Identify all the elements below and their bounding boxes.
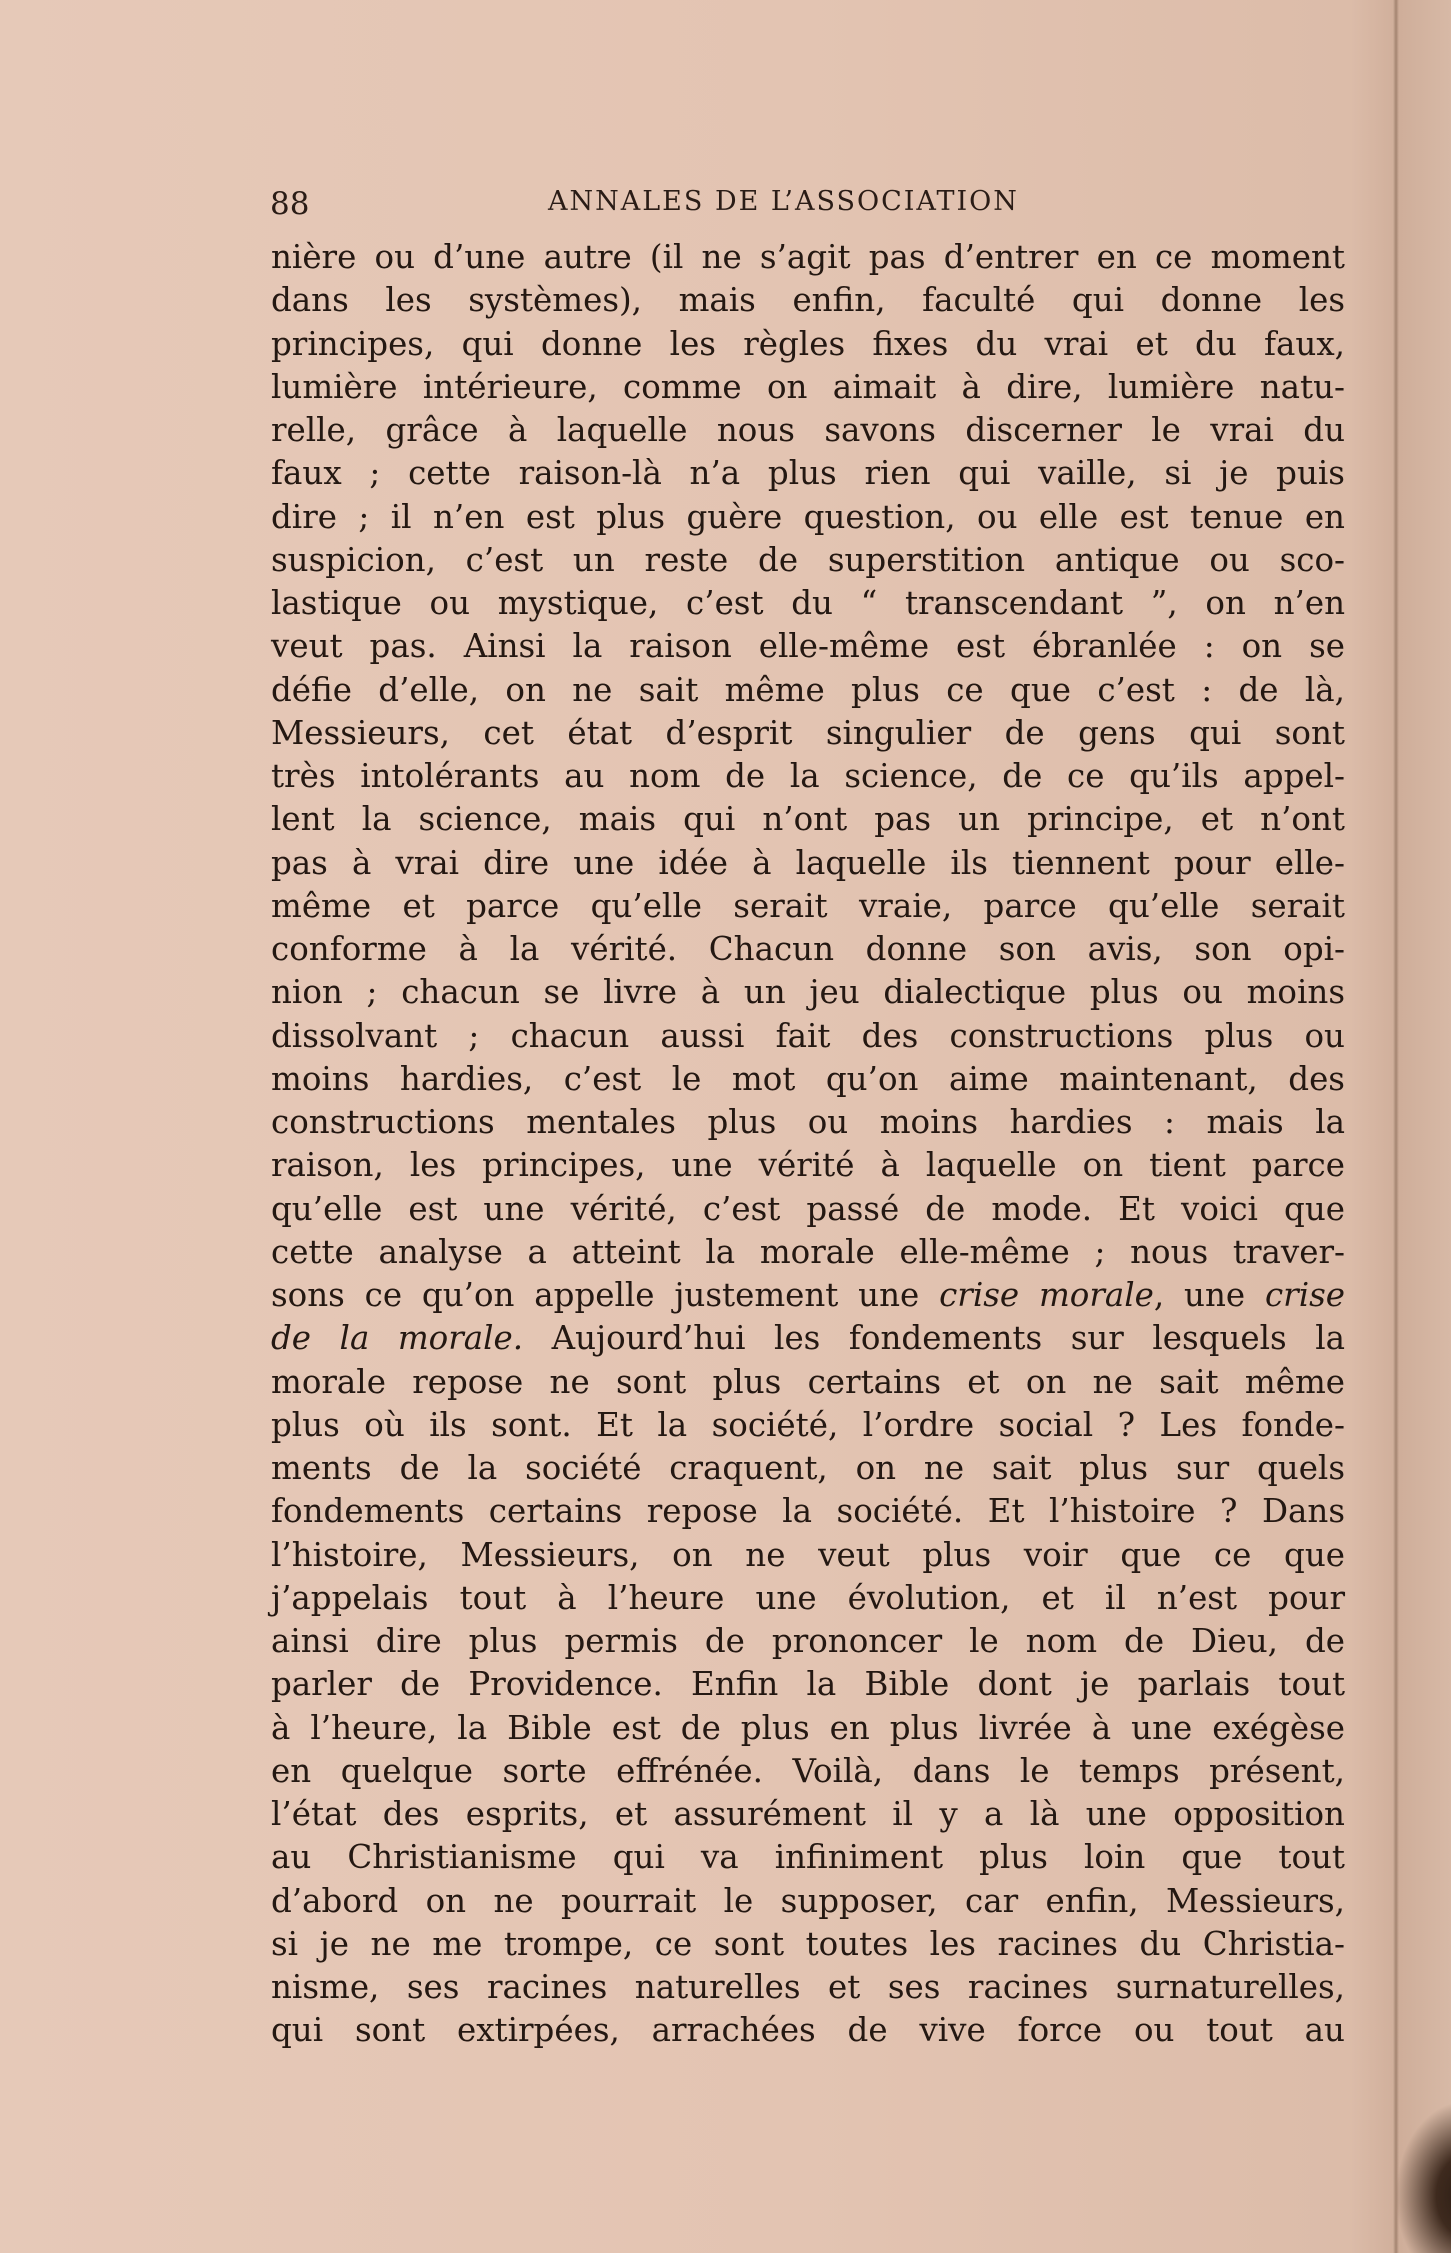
text-line: au Christianisme qui va infiniment plus loin que tout [271, 1838, 1345, 1877]
text-line: raison, les principes, une vérité à laquelle on tient parce [271, 1146, 1345, 1185]
running-title: ANNALES DE L’ASSOCIATION [548, 186, 1019, 217]
text-line: fondements certains repose la société. Et l’histoire ? Dans [271, 1492, 1345, 1531]
text-line: en quelque sorte effrénée. Voilà, dans le temps présent, [271, 1751, 1345, 1790]
text-line: conforme à la vérité. Chacun donne son avis, son opi- [271, 930, 1345, 968]
text-run: Aujourd’hui les fondements sur lesquels la [523, 1319, 1345, 1358]
text-line: parler de Providence. Enfin la Bible dont je parlais tout [271, 1665, 1345, 1704]
text-line: qu’elle est une vérité, c’est passé de mode. Et voici que [271, 1189, 1345, 1228]
text-line: constructions mentales plus ou moins hardies : mais la [271, 1103, 1345, 1141]
text-run: sons ce qu’on appelle justement une [271, 1276, 940, 1314]
text-line: ments de la société craquent, on ne sait plus sur quels [271, 1449, 1345, 1487]
text-line: suspicion, c’est un reste de superstition antique ou sco- [271, 540, 1345, 579]
text-line: ainsi dire plus permis de prononcer le nom de Dieu, de [271, 1622, 1345, 1660]
text-line: morale repose ne sont plus certains et on ne sait même [271, 1362, 1345, 1401]
text-line: lumière intérieure, comme on aimait à dire, lumière natu- [271, 367, 1345, 406]
page-number: 88 [270, 186, 310, 222]
italic-run: de la morale. [271, 1319, 524, 1358]
text-line: faux ; cette raison-là n’a plus rien qui vaille, si je puis [271, 454, 1345, 493]
italic-run: crise [1264, 1276, 1346, 1314]
text-line: l’état des esprits, et assurément il y a là une opposition [271, 1795, 1345, 1833]
binding-shadow [1395, 2100, 1451, 2253]
text-line-with-italics [271, 1274, 1345, 1317]
text-line: nière ou d’une autre (il ne s’agit pas d’entrer en ce moment [271, 238, 1345, 276]
text-line-with-italics [271, 1317, 1345, 1360]
text-line: moins hardies, c’est le mot qu’on aime maintenant, des [271, 1059, 1345, 1098]
text-line: plus où ils sont. Et la société, l’ordre social ? Les fonde- [271, 1405, 1345, 1444]
italic-run: crise morale [939, 1276, 1154, 1314]
text-line: dans les systèmes), mais enfin, faculté qui donne les [271, 281, 1345, 320]
text-line: Messieurs, cet état d’esprit singulier de gens qui sont [271, 713, 1345, 752]
text-line: l’histoire, Messieurs, on ne veut plus voir que ce que [271, 1535, 1345, 1574]
body-text [271, 236, 1345, 2053]
text-line: lent la science, mais qui n’ont pas un principe, et n’ont [271, 800, 1345, 839]
text-line: pas à vrai dire une idée à laquelle ils tiennent pour elle- [271, 843, 1345, 882]
text-line: veut pas. Ainsi la raison elle-même est ébranlée : on se [271, 627, 1345, 666]
text-run: , une [1153, 1276, 1265, 1314]
text-line: nisme, ses racines naturelles et ses racines surnaturelles, [271, 1968, 1345, 2006]
text-line: principes, qui donne les règles fixes du vrai et du faux, [271, 324, 1345, 363]
text-line: si je ne me trompe, ce sont toutes les racines du Christia- [271, 1924, 1345, 1963]
text-line: lastique ou mystique, c’est du “ transcendant ”, on n’en [271, 584, 1345, 622]
text-line: à l’heure, la Bible est de plus en plus livrée à une exégèse [271, 1708, 1345, 1747]
page-edge [1393, 0, 1399, 2253]
text-line: d’abord on ne pourrait le supposer, car enfin, Messieurs, [271, 1881, 1345, 1920]
text-line: dissolvant ; chacun aussi fait des constructions plus ou [271, 1016, 1345, 1055]
text-line: j’appelais tout à l’heure une évolution, et il n’est pour [271, 1578, 1345, 1617]
text-line: dire ; il n’en est plus guère question, ou elle est tenue en [271, 497, 1345, 536]
text-line: qui sont extirpées, arrachées de vive force ou tout au [271, 2011, 1345, 2050]
text-line: très intolérants au nom de la science, de ce qu’ils appel- [271, 757, 1345, 795]
text-line: nion ; chacun se livre à un jeu dialectique plus ou moins [271, 973, 1345, 1012]
text-line: même et parce qu’elle serait vraie, parce qu’elle serait [271, 886, 1345, 925]
text-line: relle, grâce à laquelle nous savons discerner le vrai du [271, 411, 1345, 449]
text-line: cette analyse a atteint la morale elle-même ; nous traver- [271, 1232, 1345, 1271]
text-line: défie d’elle, on ne sait même plus ce que c’est : de là, [271, 670, 1345, 709]
running-head [270, 180, 1350, 230]
